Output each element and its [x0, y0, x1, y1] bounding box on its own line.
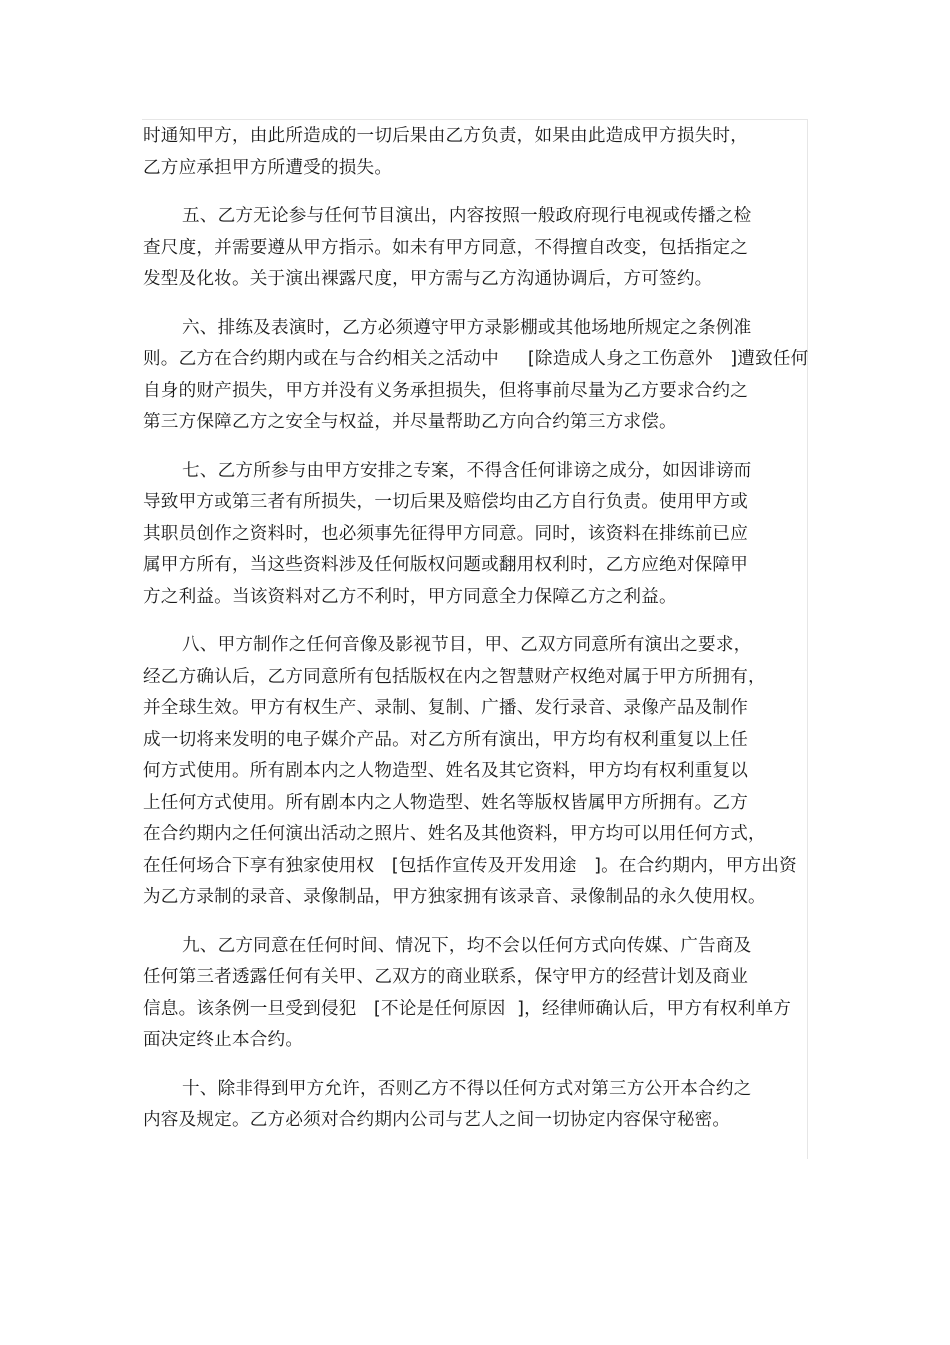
- text-line: 八、甲方制作之任何音像及影视节目，甲、乙双方同意所有演出之要求，: [182, 635, 752, 655]
- text-line: 属甲方所有，当这些资料涉及任何版权问题或翻用权利时，乙方应绝对保障甲: [143, 555, 748, 575]
- text-line: 在任何场合下享有独家使用权 [包括作宣传及开发用途 ]。在合约期内，甲方出资: [143, 855, 797, 876]
- contract-body: [143, 121, 843, 1154]
- text-line: 何方式使用。所有剧本内之人物造型、姓名及其它资料，甲方均有权利重复以: [143, 761, 748, 781]
- text-line: 则。乙方在合约期内或在与合约相关之活动中 [除造成人身之工伤意外 ]遭致任何: [143, 349, 809, 369]
- text-line: 自身的财产损失，甲方并没有义务承担损失，但将事前尽量为乙方要求合约之: [143, 380, 748, 401]
- text-line: 上任何方式使用。所有剧本内之人物造型、姓名等版权皆属甲方所拥有。乙方: [143, 792, 748, 813]
- clause-6: [143, 313, 843, 439]
- text-line: 经乙方确认后，乙方同意所有包括版权在内之智慧财产权绝对属于甲方所拥有，: [143, 666, 766, 687]
- text-line: 并全球生效。甲方有权生产、录制、复制、广播、发行录音、录像产品及制作: [143, 698, 748, 718]
- text-line: 时通知甲方，由此所造成的一切后果由乙方负责，如果由此造成甲方损失时，: [143, 126, 748, 146]
- text-line: 九、乙方同意在任何时间、情况下，均不会以任何方式向传媒、广告商及: [182, 935, 752, 956]
- text-line: 面决定终止本合约。: [143, 1030, 304, 1050]
- text-line: 七、乙方所参与由甲方安排之专案，不得含任何诽谤之成分，如因诽谤而: [182, 460, 752, 481]
- text-line: 成一切将来发明的电子媒介产品。对乙方所有演出，甲方均有权利重复以上任: [143, 729, 748, 750]
- text-line: 为乙方录制的录音、录像制品，甲方独家拥有该录音、录像制品的永久使用权。: [143, 887, 766, 907]
- text-line: 内容及规定。乙方必须对合约期内公司与艺人之间一切协定内容保守秘密。: [143, 1110, 731, 1130]
- text-line: 五、乙方无论参与任何节目演出，内容按照一般政府现行电视或传播之检: [182, 206, 752, 226]
- clause-7: [143, 456, 843, 614]
- clause-9: [143, 931, 843, 1057]
- text-line: 信息。该条例一旦受到侵犯 [不论是任何原因 ]，经律师确认后，甲方有权利单方: [143, 998, 792, 1019]
- text-line: 在合约期内之任何演出活动之照片、姓名及其他资料，甲方均可以用任何方式，: [143, 824, 766, 844]
- text-line: 方之利益。当该资料对乙方不利时，甲方同意全力保障乙方之利益。: [143, 586, 677, 607]
- text-line: 第三方保障乙方之安全与权益，并尽量帮助乙方向合约第三方求偿。: [143, 412, 677, 432]
- text-line: 乙方应承担甲方所遭受的损失。: [143, 157, 393, 178]
- text-line: 六、排练及表演时，乙方必须遵守甲方录影棚或其他场地所规定之条例准: [182, 317, 752, 338]
- text-line: 其职员创作之资料时，也必须事先征得甲方同意。同时，该资料在排练前已应: [143, 523, 748, 544]
- clause-5: [143, 201, 843, 296]
- clause-10: [143, 1074, 843, 1137]
- clause-8: [143, 630, 843, 914]
- text-line: 任何第三者透露任何有关甲、乙双方的商业联系，保守甲方的经营计划及商业: [143, 967, 748, 987]
- text-line: 导致甲方或第三者有所损失，一切后果及赔偿均由乙方自行负责。使用甲方或: [143, 492, 748, 512]
- paragraph-continuation: [143, 121, 843, 184]
- text-line: 发型及化妆。关于演出裸露尺度，甲方需与乙方沟通协调后，方可签约。: [143, 269, 713, 289]
- text-line: 查尺度，并需要遵从甲方指示。如未有甲方同意，不得擅自改变，包括指定之: [143, 237, 748, 258]
- text-line: 十、除非得到甲方允许，否则乙方不得以任何方式对第三方公开本合约之: [182, 1078, 752, 1099]
